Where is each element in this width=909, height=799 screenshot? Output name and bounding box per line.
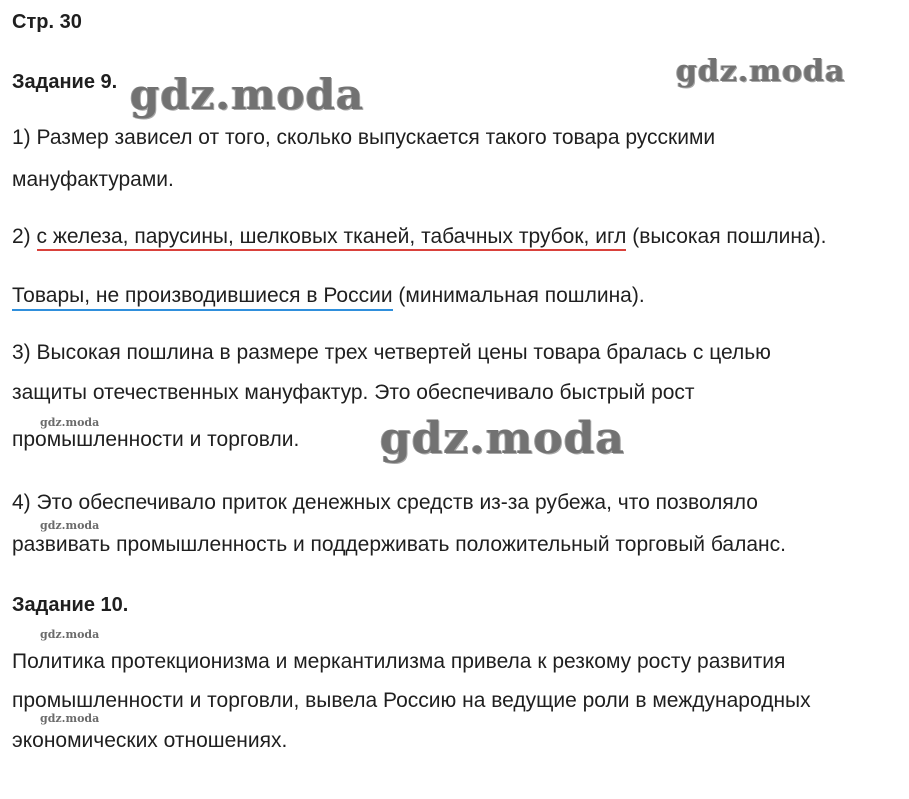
task10-line1: Политика протекционизма и меркантилизма привела к резкому росту развития: [12, 650, 786, 673]
task9-goods-suffix: (минимальная пошлина).: [392, 284, 645, 307]
watermark-large: gdz.moda: [380, 413, 626, 464]
task9-item1-line2: мануфактурами.: [12, 168, 174, 191]
watermark-medium: gdz.moda: [676, 54, 846, 89]
watermark-small: gdz.moda: [40, 628, 100, 641]
page-label: Стр. 30: [12, 11, 82, 33]
task9-item2-underlined: с железа, парусины, шелковых тканей, табачных трубок, игл: [37, 225, 627, 251]
task10-heading: Задание 10.: [12, 594, 129, 616]
task9-item2-suffix: (высокая пошлина).: [626, 225, 827, 248]
watermark-small: gdz.moda: [40, 712, 100, 725]
watermark-large: gdz.moda: [130, 70, 365, 119]
task9-item3-line3: промышленности и торговли.: [12, 428, 300, 451]
task10-line3: экономических отношениях.: [12, 729, 288, 752]
task9-heading: Задание 9.: [12, 71, 118, 93]
task9-item3-line2: защиты отечественных мануфактур. Это обеспечивало быстрый рост: [12, 381, 695, 404]
watermark-small: gdz.moda: [40, 519, 100, 532]
watermark-small: gdz.moda: [40, 416, 100, 429]
task9-item2: [12, 225, 826, 249]
task10-line2: промышленности и торговли, вывела Россию на ведущие роли в международных: [12, 689, 811, 712]
task9-goods-underlined: Товары, не производившиеся в России: [12, 284, 393, 311]
task9-item2-prefix: 2): [12, 225, 37, 248]
task9-item4-line1: 4) Это обеспечивало приток денежных средств из-за рубежа, что позволяло: [12, 491, 758, 514]
task9-item4-line2: развивать промышленность и поддерживать положительный торговый баланс.: [12, 533, 786, 556]
task9-item3-line1: 3) Высокая пошлина в размере трех четвертей цены товара бралась с целью: [12, 341, 771, 364]
task9-item1-line1: 1) Размер зависел от того, сколько выпускается такого товара русскими: [12, 126, 716, 149]
task9-goods: [12, 284, 645, 308]
